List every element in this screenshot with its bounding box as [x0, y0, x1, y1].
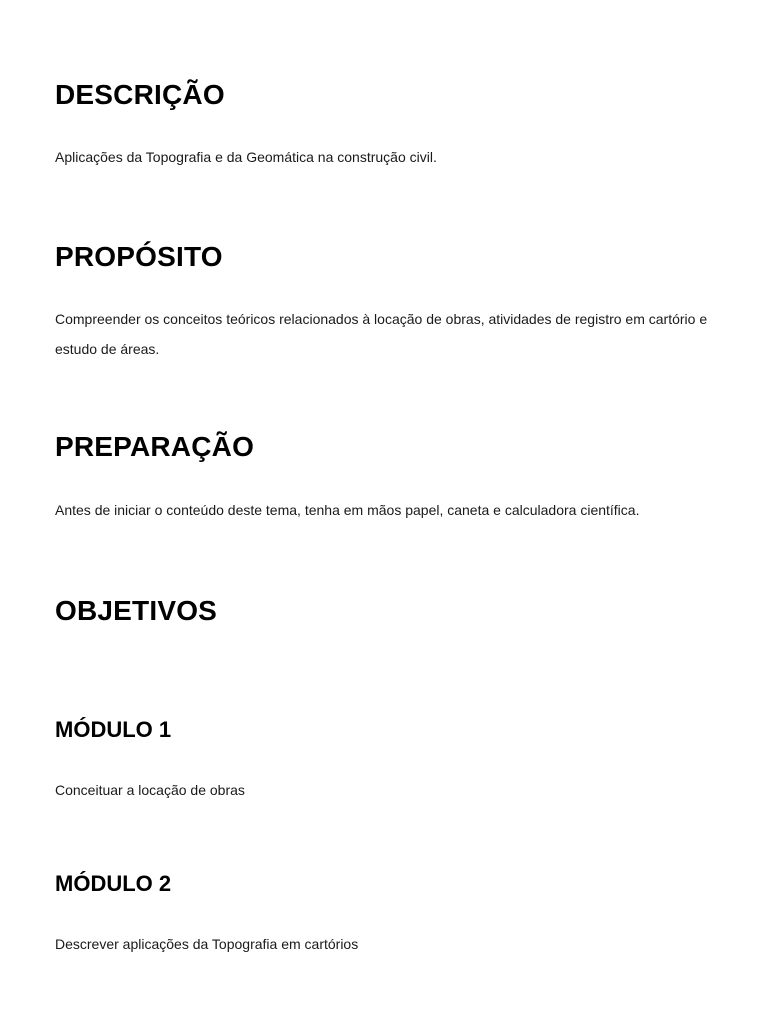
paragraph-descricao: Aplicações da Topografia e da Geomática na construção civil.	[55, 149, 437, 165]
module-2-title: MÓDULO 2	[55, 871, 172, 896]
paragraph-proposito: Compreender os conceitos teóricos relacionados à locação de obras, atividades de registro em cartório e estudo de áreas.	[55, 311, 708, 357]
module-2-text: Descrever aplicações da Topografia em cartórios	[55, 936, 359, 952]
heading-objetivos: OBJETIVOS	[55, 595, 218, 626]
heading-proposito: PROPÓSITO	[55, 241, 223, 272]
paragraph-preparacao: Antes de iniciar o conteúdo deste tema, tenha em mãos papel, caneta e calculadora científica.	[55, 502, 640, 518]
heading-preparacao: PREPARAÇÃO	[55, 431, 255, 462]
heading-descricao: DESCRIÇÃO	[55, 79, 225, 110]
module-1-title: MÓDULO 1	[55, 717, 172, 742]
module-1-text: Conceituar a locação de obras	[55, 782, 245, 798]
